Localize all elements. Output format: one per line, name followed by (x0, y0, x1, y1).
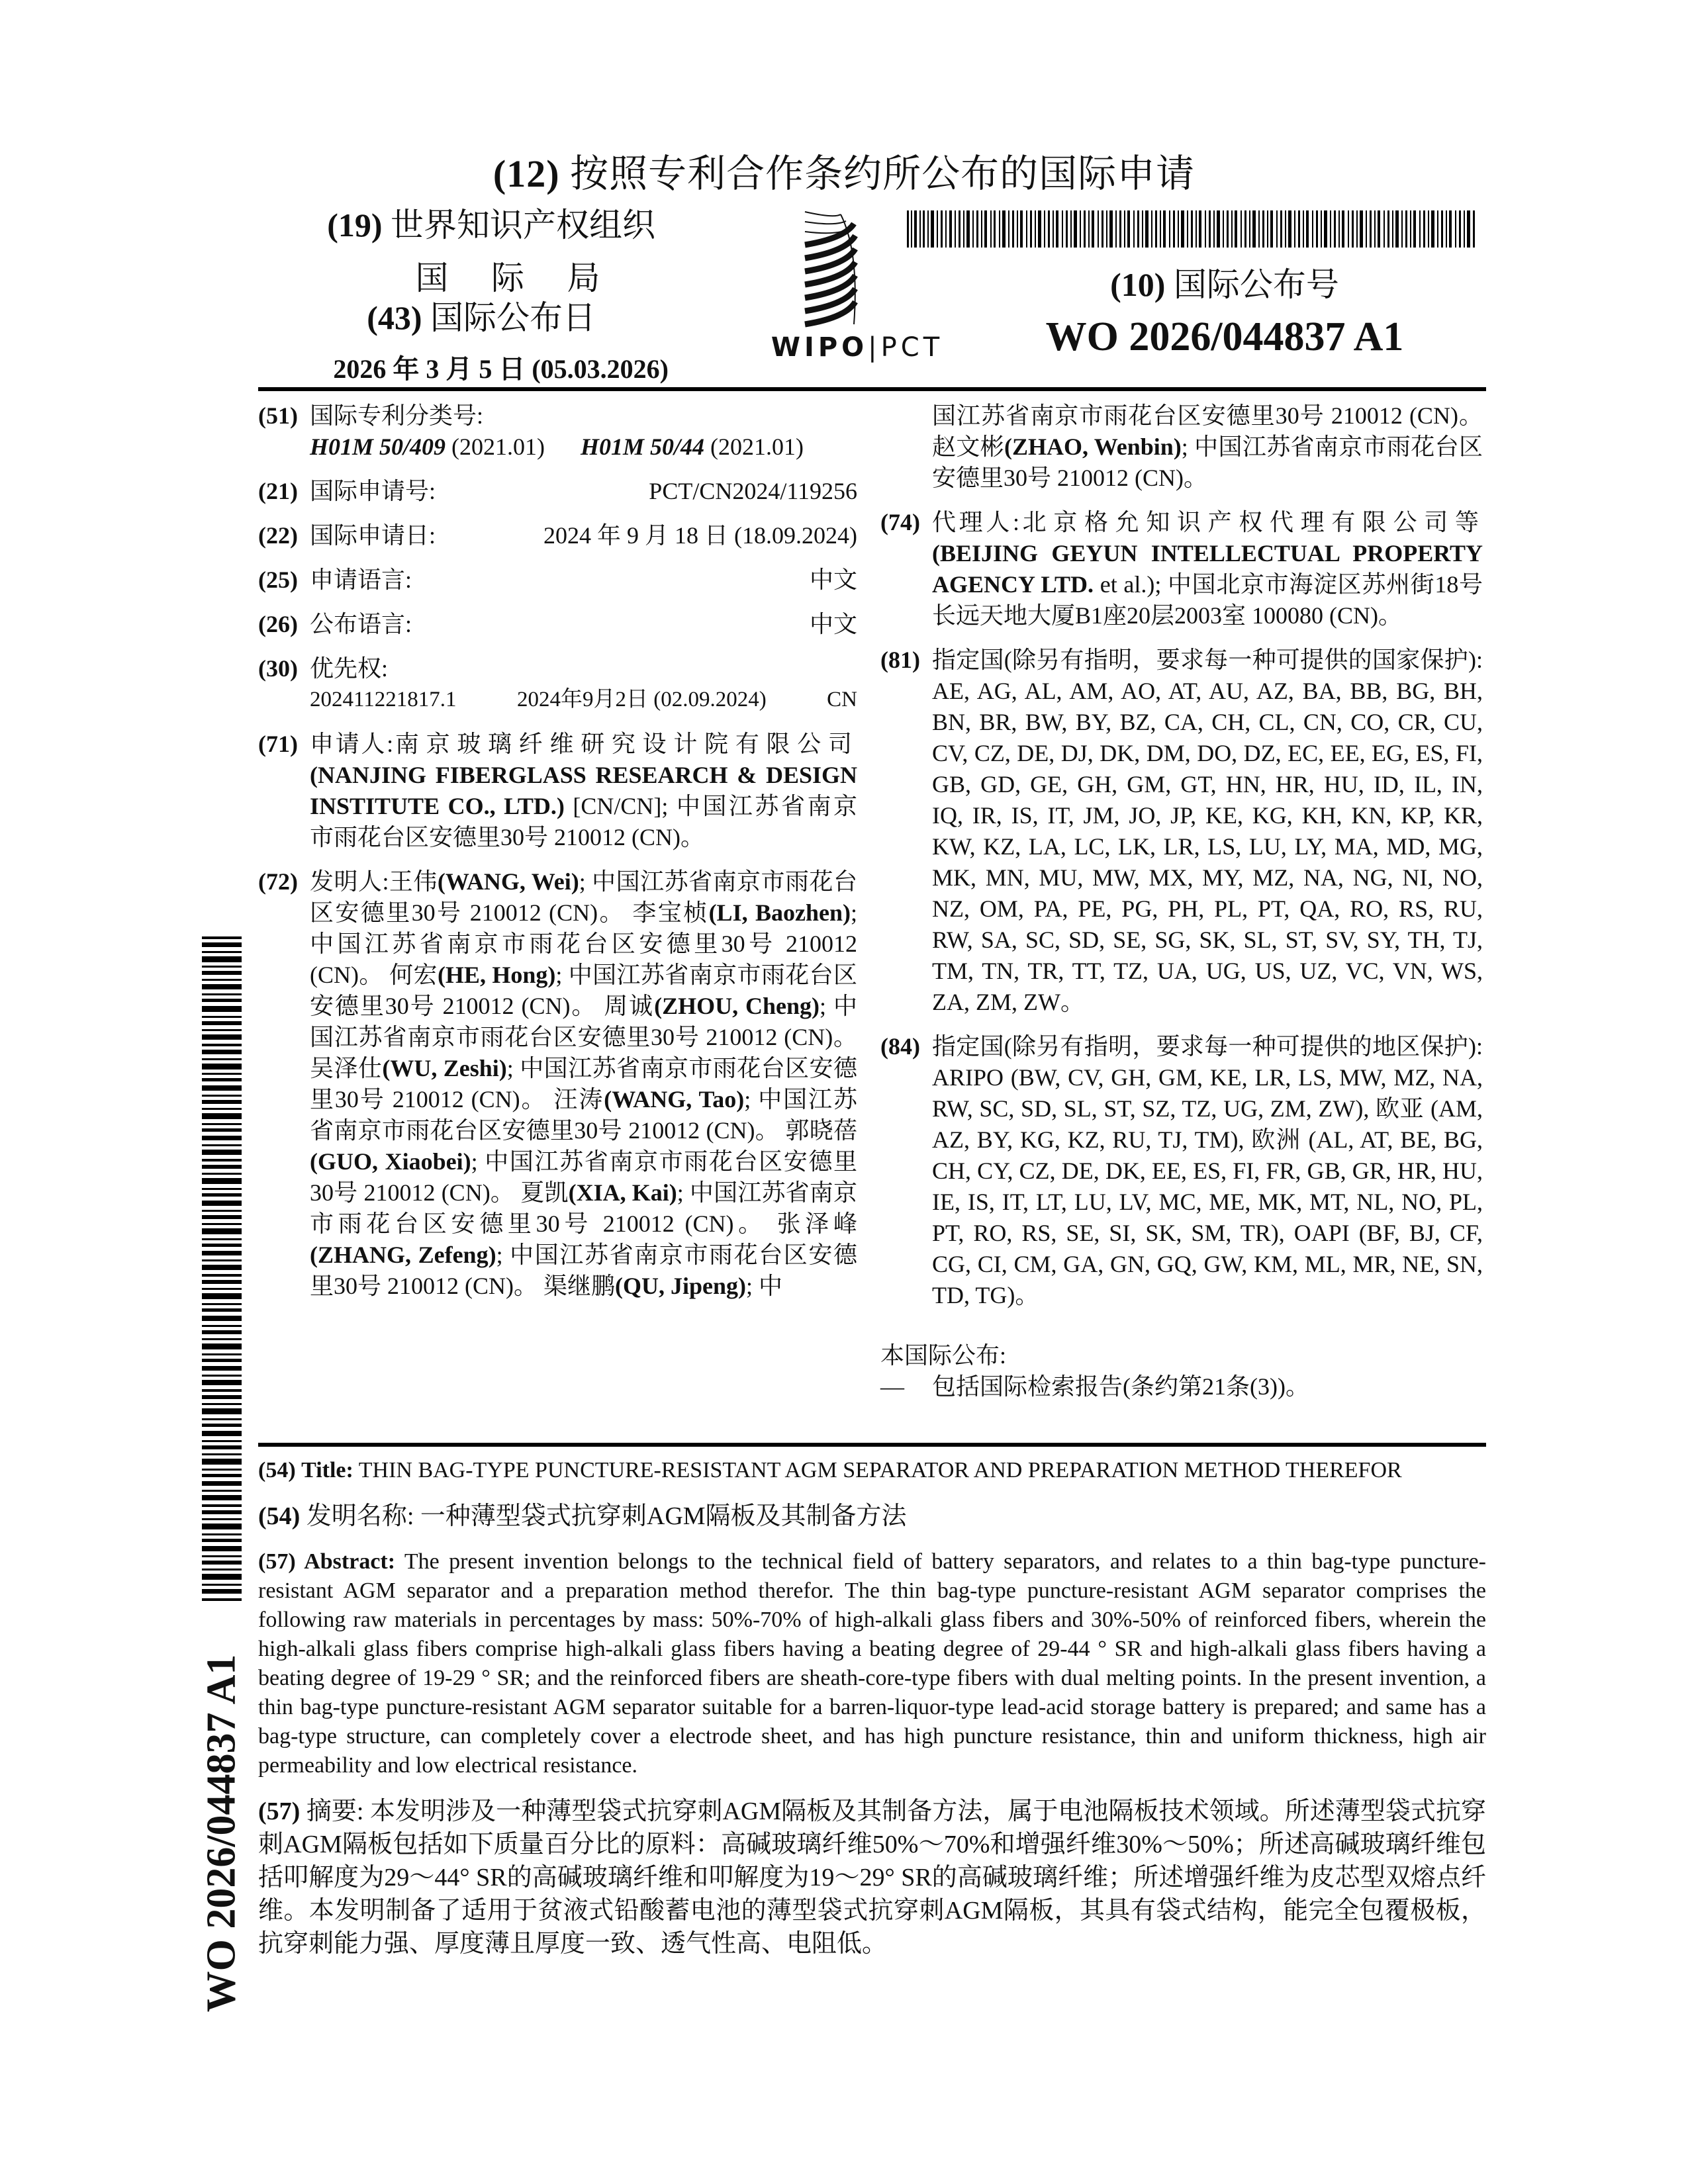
field-label: 指定国(除另有指明，要求每一种可提供的国家保护): (932, 647, 1483, 673)
field-81-designated-states (880, 645, 1483, 1018)
abstract-divider (258, 1443, 1486, 1447)
inventor: 夏凯(XIA, Kai); 中国江苏省南京市雨花台区安德里30号 210012 (CN)。 (310, 1179, 857, 1237)
field-21-application-number (258, 476, 857, 507)
inventor: 王伟(WANG, Wei); 中国江苏省南京市雨花台区安德里30号 210012 (CN)。 (310, 868, 857, 926)
list-dash: — (880, 1373, 904, 1400)
title-zh (258, 1500, 1486, 1533)
inid-code: (12) (492, 152, 560, 195)
organization-name: 世界知识产权组织 (391, 206, 655, 244)
publication-number-block (993, 258, 1456, 361)
field-label: 代理人: (932, 509, 1019, 535)
title-label-zh: 发明名称: (300, 1502, 420, 1530)
field-30-priority (258, 653, 857, 715)
inventor: 吴泽仕(WU, Zeshi); 中国江苏省南京市雨花台区安德里30号 210012 (CN)。 (310, 1055, 857, 1113)
publication-language: 中文 (809, 611, 857, 637)
ipc-version: (2021.01) (451, 433, 545, 460)
title-text-en: THIN BAG-TYPE PUNCTURE-RESISTANT AGM SEPARATOR AND PREPARATION METHOD THEREFOR (353, 1458, 1402, 1482)
barcode-icon (202, 936, 242, 1605)
abstract-label-zh: 摘要: (300, 1797, 370, 1825)
field-label: 国际申请日: (310, 522, 436, 549)
title-label: Title: (301, 1458, 353, 1482)
inventor-name-zh: 赵文彬 (932, 433, 1005, 460)
barcode-icon (907, 210, 1476, 248)
inventor: 周诚(ZHOU, Cheng); 中国江苏省南京市雨花台区安德里30号 210012 (CN)。 (310, 993, 857, 1050)
abstract-text-zh: 本发明涉及一种薄型袋式抗穿刺AGM隔板及其制备方法，属于电池隔板技术领域。所述薄型袋式抗穿刺AGM隔板包括如下质量百分比的原料：高碱玻璃纤维50%～70%和增强纤维30%～50%；所述高碱玻璃纤维包括叩解度为29～44° SR的高碱玻璃纤维和叩解度为19～29° SR的高碱玻璃纤维；所述增强纤维为皮芯型双熔点纤维。本发明制备了适用于贫液式铅酸蓄电池的薄型袋式抗穿刺AGM隔板，其具有袋式结构，能完全包覆极板，抗穿刺能力强、厚度薄且厚度一致、透气性高、电阻低。 (258, 1797, 1486, 1958)
field-label: 国际申请号: (310, 478, 436, 504)
inventor: 何宏(HE, Hong); 中国江苏省南京市雨花台区安德里30号 210012 (CN)。 (310, 962, 857, 1019)
field-72-inventors-continued (880, 400, 1483, 494)
inid-code: (26) (258, 611, 298, 637)
inid-code: (71) (258, 731, 298, 757)
publication-date-block (311, 291, 682, 386)
inid-code: (74) (880, 509, 920, 535)
header-divider (258, 387, 1486, 391)
published-section (880, 1340, 1483, 1402)
title-en (258, 1456, 1486, 1485)
title-text-zh: 一种薄型袋式抗穿刺AGM隔板及其制备方法 (420, 1502, 907, 1530)
document-type: 按照专利合作条约所公布的国际申请 (570, 152, 1196, 195)
inventor: 张泽峰(ZHANG, Zefeng); 中国江苏省南京市雨花台区安德里30号 210012 (CN)。 (310, 1210, 857, 1299)
field-72-inventors (258, 866, 857, 1302)
inid-code: (19) (327, 206, 383, 244)
application-number: PCT/CN2024/119256 (649, 478, 857, 504)
field-label: 申请语言: (310, 567, 412, 593)
publication-date: 2026 年 3 月 5 日 (05.03.2026) (333, 354, 669, 384)
field-label: 优先权: (310, 655, 389, 682)
inventor-name-en: (ZHAO, Wenbin) (1004, 433, 1182, 460)
agent-etal: et al.) (1094, 571, 1155, 598)
inid-code: (22) (258, 522, 298, 549)
inid-code: (81) (880, 647, 920, 673)
published-item: 包括国际检索报告(条约第21条(3))。 (932, 1373, 1309, 1400)
abstract-en (258, 1547, 1486, 1780)
abstract-text-en: The present invention belongs to the technical field of battery separators, and relates to a thin bag-type puncture-resistant AGM separator and a preparation method therefor. The thin bag-type puncture-resistant AGM separator comprises the following raw materials in percentages by mass: 50%-70% of high-alkali glass fibers and 30%-50% of reinforced fibers, wherein the high-alkali glass fibers comprise high-alkali glass fibers having a beating degree of 29-44 ° SR and high-alkali glass fibers having a beating degree of 19-29 ° SR; and the reinforced fibers are sheath-core-type fibers with dual melting points. In the present invention, a thin bag-type puncture-resistant AGM separator suitable for a barren-liquor-type lead-acid storage battery is prepared; and same has a bag-type structure, can completely cover a electrode sheet, and has high puncture resistance, thin and uniform thickness, high air permeability and low electrical resistance. (258, 1549, 1487, 1778)
inid-code: (51) (258, 402, 298, 429)
field-84-regional-states (880, 1031, 1483, 1311)
field-22-filing-date (258, 520, 857, 551)
field-label: 指定国(除另有指明，要求每一种可提供的地区保护): (932, 1033, 1483, 1060)
inventor: 渠继鹏(QU, Jipeng); 中 (543, 1273, 783, 1299)
title-abstract-section (258, 1456, 1486, 1975)
inid-code: (21) (258, 478, 298, 504)
agent-address: ; 中国北京市海淀区苏州街18号长远天地大厦B1座20层2003室 100080 (CN)。 (932, 571, 1483, 629)
regional-states-list: ARIPO (BW, CV, GH, GM, KE, LR, LS, MW, MZ, NA, RW, SC, SD, SL, ST, SZ, TZ, UG, ZM, ZW), 欧亚 (AM, AZ, BY, KG, KZ, RU, TJ, TM), 欧洲 (AL, AT, BE, BG, CH, CY, CZ, DE, DK, EE, ES, FI, FR, GB, GR, HR, HU, IE, IS, IT, LT, LU, LV, MC, ME, MK, MT, NL, NO, PL, PT, RO, RS, SE, SI, SK, SM, TR), OAPI (BF, BJ, CF, CG, CI, CM, GA, GN, GQ, GW, KM, ML, MR, NE, SN, TD, TG)。 (932, 1064, 1483, 1308)
published-label: 本国际公布: (880, 1342, 1007, 1369)
field-label: 发明人: (310, 868, 389, 895)
barcode-top (907, 210, 1476, 248)
field-51-ipc (258, 400, 857, 463)
field-71-applicant (258, 729, 857, 853)
inventor: 郭晓蓓(GUO, Xiaobei); 中国江苏省南京市雨花台区安德里30号 210012 (CN)。 (310, 1117, 857, 1206)
abstract-label: Abstract: (295, 1549, 396, 1574)
filing-language: 中文 (809, 567, 857, 593)
agent-name-zh: 北京格允知识产权代理有限公司等 (1019, 509, 1483, 535)
priority-number: 202411221817.1 (310, 688, 457, 711)
inid-code: (10) (1110, 266, 1166, 303)
vertical-publication-number: WO 2026/044837 A1 (199, 1654, 244, 2013)
field-74-agent (880, 507, 1483, 631)
publication-date-label: 国际公布日 (430, 299, 596, 336)
inid-code: (57) (258, 1549, 296, 1574)
applicant-address: [CN/CN]; 中国江苏省南京市雨花台区安德里30号 210012 (CN)。 (310, 793, 857, 850)
inid-code: (72) (258, 868, 298, 895)
international-bureau: 国 际 局 (415, 259, 618, 296)
inid-code: (57) (258, 1797, 301, 1825)
inid-code: (54) (258, 1458, 296, 1482)
publication-number-label: 国际公布号 (1173, 266, 1339, 303)
ipc-class: H01M 50/409 (310, 433, 446, 460)
inventor-address: ; 中国江苏省南京市雨花台区安德里30号 210012 (CN)。 (932, 433, 1483, 491)
field-26-publication-language (258, 609, 857, 640)
ipc-class: H01M 50/44 (581, 433, 705, 460)
field-label: 申请人: (310, 731, 394, 757)
wipo-pct-logo: WIPO|PCT (761, 192, 953, 364)
document-type-heading (0, 142, 1688, 198)
applicant-name-en: (NANJING FIBERGLASS RESEARCH & DESIGN INSTITUTE CO., LTD.) (310, 762, 857, 819)
inid-code: (30) (258, 655, 298, 682)
field-label: 国际专利分类号: (310, 402, 484, 429)
inventor: 汪涛(WANG, Tao); 中国江苏省南京市雨花台区安德里30号 210012 (CN)。 (310, 1086, 857, 1144)
bibliographic-left-column (258, 400, 857, 1315)
side-publication-number (192, 1615, 252, 2052)
field-label: 公布语言: (310, 611, 412, 637)
inid-code: (25) (258, 567, 298, 593)
side-barcode (202, 936, 242, 1605)
abstract-zh (258, 1795, 1486, 1960)
priority-date: 2024年9月2日 (02.09.2024) (516, 688, 767, 711)
ipc-version: (2021.01) (710, 433, 804, 460)
field-25-filing-language (258, 565, 857, 596)
inid-code: (84) (880, 1033, 920, 1060)
filing-date: 2024 年 9 月 18 日 (18.09.2024) (543, 522, 857, 549)
inid-code: (54) (258, 1502, 301, 1530)
bibliographic-right-column (880, 400, 1483, 1402)
publication-number: WO 2026/044837 A1 (1045, 314, 1404, 359)
pct-text: PCT (880, 332, 944, 363)
inventor: 李宝桢(LI, Baozhen); 中国江苏省南京市雨花台区安德里30号 210012 (CN)。 (310, 899, 857, 988)
wipo-text: WIPO (771, 332, 868, 363)
agent-name-en: (BEIJING GEYUN INTELLECTUAL PROPERTY AGENCY LTD. (932, 540, 1483, 598)
applicant-name-zh: 南京玻璃纤维研究设计院有限公司 (393, 731, 857, 757)
priority-country: CN (827, 688, 857, 711)
designated-states-list: AE, AG, AL, AM, AO, AT, AU, AZ, BA, BB, BG, BH, BN, BR, BW, BY, BZ, CA, CH, CL, CN, CO, CR, CU, CV, CZ, DE, DJ, DK, DM, DO, DZ, EC, EE, EG, ES, FI, GB, GD, GE, GH, GM, GT, HN, HR, HU, ID, IL, IN, IQ, IR, IS, IT, JM, JO, JP, KE, KG, KH, KN, KP, KR, KW, KZ, LA, LC, LK, LR, LS, LU, LY, MA, MD, MG, MK, MN, MU, MW, MX, MY, MZ, NA, NG, NI, NO, NZ, OM, PA, PE, PG, PH, PL, PT, QA, RO, RS, RU, RW, SA, SC, SD, SE, SG, SK, SL, ST, SV, SY, TH, TJ, TM, TN, TR, TT, TZ, UA, UG, US, UZ, VC, VN, WS, ZA, ZM, ZW。 (932, 678, 1483, 1015)
wipo-organization (311, 199, 682, 299)
inid-code: (43) (367, 299, 422, 336)
inventor-address: 国江苏省南京市雨花台区安德里30号 210012 (CN)。 (932, 402, 1483, 429)
